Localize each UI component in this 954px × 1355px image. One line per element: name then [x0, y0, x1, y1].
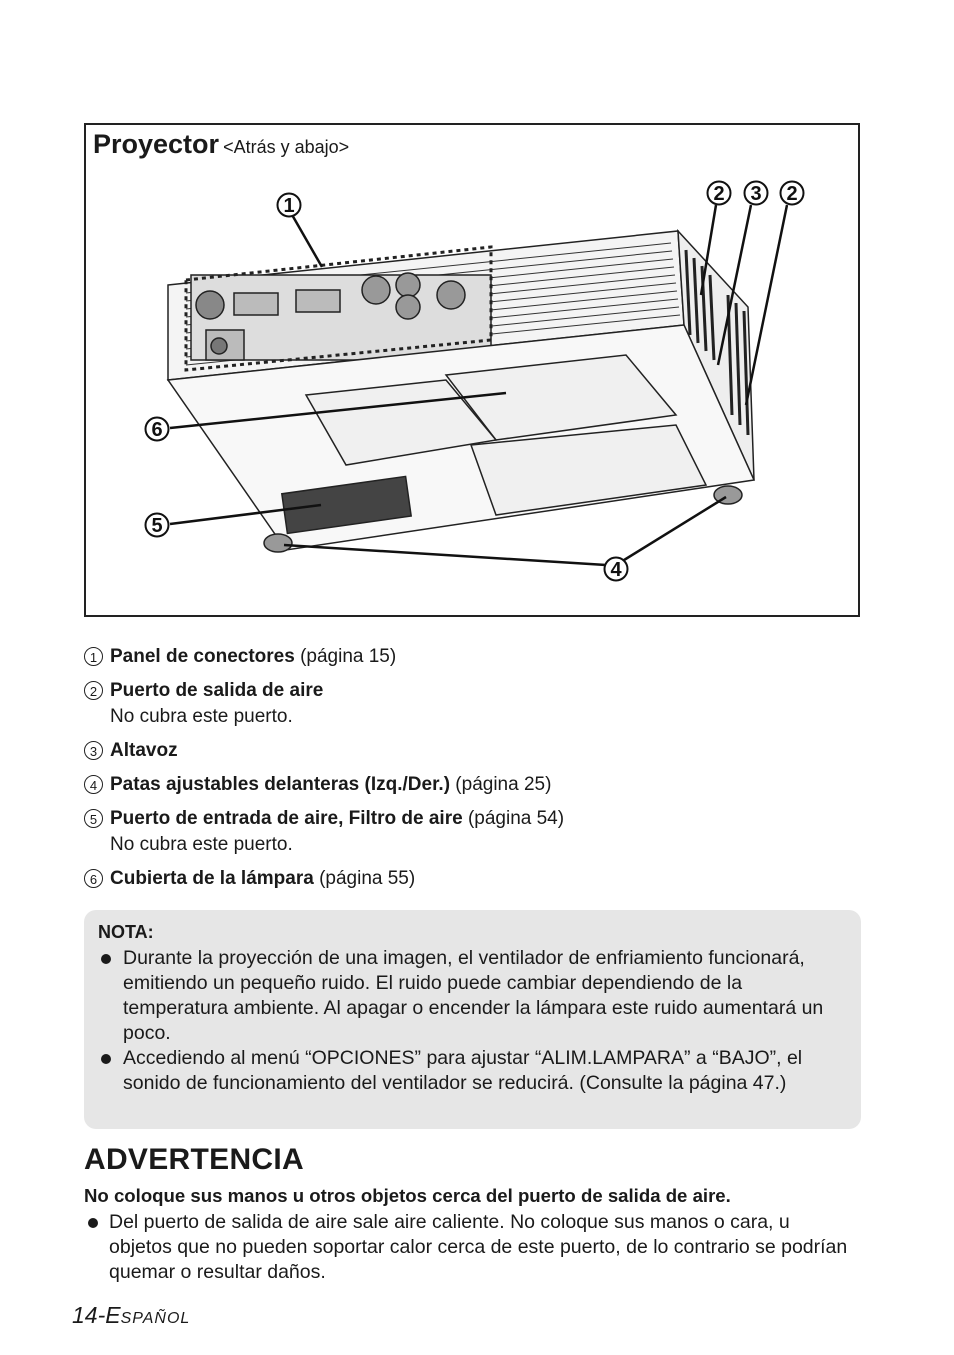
page-number: 14-E	[72, 1302, 121, 1328]
item-label: Patas ajustables delanteras (Izq./Der.)	[110, 774, 451, 795]
note-text: Accediendo al menú “OPCIONES” para ajustar “ALIM.LAMPARA” a “BAJO”, el sonido de funcionamiento del ventilador se reducirá. (Consulte la página 47.)	[123, 1047, 803, 1094]
callout-2b	[781, 182, 804, 206]
item-number: 6	[84, 869, 103, 888]
item-label: Altavoz	[110, 740, 178, 761]
item-note: No cubra este puerto.	[110, 706, 293, 727]
note-bullet	[98, 946, 847, 1046]
callout-2a	[708, 182, 731, 206]
item-ref: (página 54)	[462, 808, 565, 829]
callout-5	[146, 514, 169, 538]
bullet-dot-icon	[101, 1054, 111, 1064]
item-label: Panel de conectores	[110, 646, 295, 667]
page-footer	[72, 1302, 190, 1329]
list-item	[84, 738, 864, 764]
item-ref: (página 15)	[294, 646, 397, 667]
item-number: 4	[84, 775, 103, 794]
item-ref: (página 25)	[450, 774, 552, 795]
item-ref: (página 55)	[313, 868, 416, 889]
page-language: SPAÑOL	[120, 1310, 191, 1327]
callout-4	[605, 558, 628, 582]
callout-3	[745, 182, 768, 206]
note-title: NOTA:	[98, 922, 154, 942]
bullet-dot-icon	[88, 1218, 98, 1228]
item-number: 1	[84, 647, 103, 666]
warning-title: ADVERTENCIA	[84, 1143, 304, 1176]
bullet-dot-icon	[101, 954, 111, 964]
item-number: 2	[84, 681, 103, 700]
figure-title-main: Proyector	[93, 129, 220, 159]
list-item	[84, 678, 864, 730]
list-item	[84, 644, 864, 670]
note-text: Durante la proyección de una imagen, el ventilador de enfriamiento funcionará, emitiendo un pequeño ruido. El ruido puede cambiar dependiendo de la temperatura ambiente. Al apagar o encender la lámpara este ruido aumentará un poco.	[123, 947, 824, 1044]
list-item	[84, 806, 864, 858]
item-label: Puerto de entrada de aire, Filtro de aire	[110, 808, 463, 829]
figure-subtitle: <Atrás y abajo>	[223, 137, 350, 157]
svg-text:2: 2	[713, 183, 725, 205]
svg-text:1: 1	[283, 195, 295, 217]
warning-lead: No coloque sus manos u otros objetos cerca del puerto de salida de aire.	[84, 1185, 731, 1206]
list-item	[84, 772, 864, 798]
projector-figure	[84, 123, 860, 617]
list-item	[84, 866, 864, 892]
item-label: Puerto de salida de aire	[110, 680, 324, 701]
figure-title	[93, 129, 349, 160]
svg-text:3: 3	[750, 183, 762, 205]
note-box	[84, 910, 861, 1129]
projector-illustration	[86, 125, 858, 615]
item-number: 5	[84, 809, 103, 828]
svg-text:4: 4	[610, 559, 622, 581]
warning-bullet	[84, 1210, 854, 1285]
parts-list	[84, 644, 864, 900]
item-label: Cubierta de la lámpara	[110, 868, 314, 889]
svg-text:5: 5	[151, 515, 163, 537]
callout-1	[278, 194, 301, 218]
svg-text:2: 2	[786, 183, 798, 205]
svg-text:6: 6	[151, 419, 163, 441]
item-note: No cubra este puerto.	[110, 834, 293, 855]
item-number: 3	[84, 741, 103, 760]
callout-6	[146, 418, 169, 442]
note-bullet	[98, 1046, 847, 1096]
warning-text: Del puerto de salida de aire sale aire caliente. No coloque sus manos o cara, u objetos que no pueden soportar calor cerca de este puerto, de lo contrario se podrían quemar o resultar daños.	[109, 1211, 848, 1283]
